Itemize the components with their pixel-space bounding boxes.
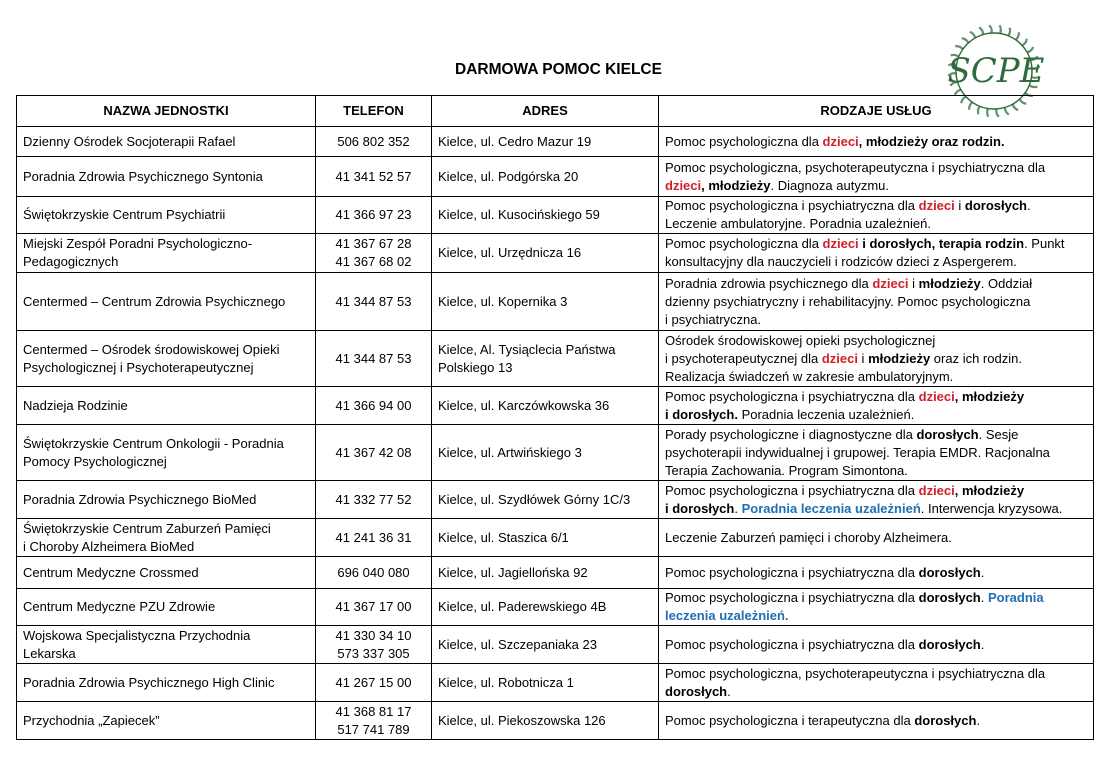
unit-name-line: Miejski Zespół Poradni Psychologiczno- xyxy=(23,236,253,251)
services-text: . xyxy=(1027,198,1031,213)
services-text: i dorosłych xyxy=(665,500,735,516)
table-row xyxy=(17,157,1094,197)
services-text: Terapia Zachowania. Program Simontona. xyxy=(665,462,908,478)
services-text: Poradnia leczenia uzależnień. xyxy=(737,406,915,422)
unit-phone xyxy=(316,157,432,197)
services-text: Pomoc psychologiczna i psychiatryczna dla xyxy=(665,482,919,498)
unit-name-line: Poradnia Zdrowia Psychicznego BioMed xyxy=(23,491,257,507)
unit-address-line: Kielce, ul. Urzędnicza 16 xyxy=(438,245,582,260)
unit-phone-line: 41 367 42 08 xyxy=(335,444,412,460)
services-text: i xyxy=(954,198,965,213)
unit-phone-line: 41 367 68 02 xyxy=(335,254,412,269)
services-line xyxy=(665,197,1087,215)
unit-name-line: i Choroby Alzheimera BioMed xyxy=(23,538,195,554)
header-name: NAZWA JEDNOSTKI xyxy=(17,96,316,127)
unit-phone-line: 696 040 080 xyxy=(337,564,410,580)
unit-phone-line: 506 802 352 xyxy=(337,133,410,149)
unit-name xyxy=(17,387,316,425)
services-text: Pomoc psychologiczna i terapeutyczna dla xyxy=(665,712,915,728)
services-text: . xyxy=(980,636,985,652)
unit-services xyxy=(659,197,1094,234)
services-line xyxy=(665,564,1087,582)
unit-phone xyxy=(316,589,432,626)
unit-phone-line: 41 366 97 23 xyxy=(335,207,412,222)
unit-phone-line: 41 332 77 52 xyxy=(335,491,412,507)
services-text: Porady psychologiczne i diagnostyczne dla xyxy=(665,426,917,442)
services-text: Pomoc psychologiczna i psychiatryczna dla xyxy=(665,590,919,605)
services-line xyxy=(665,589,1087,607)
services-text: dorosłych xyxy=(665,683,728,699)
unit-address-line: Kielce, ul. Podgórska 20 xyxy=(438,168,579,184)
unit-address xyxy=(432,557,659,589)
unit-address xyxy=(432,481,659,519)
unit-address xyxy=(432,234,659,273)
services-text: Leczenie ambulatoryjne. Poradnia uzależnień. xyxy=(665,216,931,231)
unit-name xyxy=(17,702,316,740)
unit-phone xyxy=(316,234,432,273)
unit-phone xyxy=(316,387,432,425)
unit-phone xyxy=(316,331,432,387)
unit-name xyxy=(17,626,316,664)
unit-services xyxy=(659,127,1094,157)
unit-name-line: Centrum Medyczne Crossmed xyxy=(23,564,199,580)
unit-name xyxy=(17,589,316,626)
services-line xyxy=(665,159,1087,177)
services-text: dorosłych xyxy=(916,426,979,442)
services-line xyxy=(665,500,1087,518)
table-row xyxy=(17,273,1094,331)
unit-name xyxy=(17,197,316,234)
services-line xyxy=(665,426,1087,444)
services-text: i psychiatryczna. xyxy=(665,311,762,327)
unit-phone-line: 41 344 87 53 xyxy=(335,293,412,309)
units-table xyxy=(16,95,1094,740)
services-text: . xyxy=(734,500,742,516)
services-line xyxy=(665,177,1087,195)
services-line xyxy=(665,683,1087,701)
unit-address xyxy=(432,157,659,197)
table-row xyxy=(17,519,1094,557)
unit-phone-line: 41 344 87 53 xyxy=(335,350,412,366)
services-text: i dorosłych, terapia rodzin xyxy=(858,236,1025,251)
services-text: Pomoc psychologiczna dla xyxy=(665,133,823,149)
services-text: . Interwencja kryzysowa. xyxy=(920,500,1063,516)
unit-phone xyxy=(316,197,432,234)
services-text: Pomoc psychologiczna i psychiatryczna dla xyxy=(665,198,919,213)
unit-name-line: Wojskowa Specjalistyczna Przychodnia xyxy=(23,627,251,643)
services-line xyxy=(665,482,1087,500)
table-row xyxy=(17,127,1094,157)
unit-name-line: Poradnia Zdrowia Psychicznego Syntonia xyxy=(23,168,263,184)
services-text: . xyxy=(980,590,988,605)
unit-address-line: Kielce, ul. Paderewskiego 4B xyxy=(438,599,607,614)
unit-phone xyxy=(316,425,432,481)
unit-address xyxy=(432,127,659,157)
services-line xyxy=(665,253,1087,271)
services-line xyxy=(665,293,1087,311)
services-text: Pomoc psychologiczna i psychiatryczna dla xyxy=(665,636,919,652)
services-line xyxy=(665,607,1087,625)
services-text: młodzieży xyxy=(918,275,981,291)
services-text: Leczenie Zaburzeń pamięci i choroby Alzheimera. xyxy=(665,529,952,545)
services-text: dzieci xyxy=(918,482,955,498)
unit-services xyxy=(659,331,1094,387)
services-line xyxy=(665,636,1087,654)
unit-name xyxy=(17,157,316,197)
services-line xyxy=(665,388,1087,406)
unit-name-line: Pedagogicznych xyxy=(23,254,119,269)
services-line xyxy=(665,368,1087,386)
services-text: psychoterapii indywidualnej i grupowej. Terapia EMDR. Racjonalna xyxy=(665,444,1050,460)
services-text: dorosłych xyxy=(918,564,981,580)
unit-address xyxy=(432,425,659,481)
unit-address xyxy=(432,664,659,702)
unit-address xyxy=(432,626,659,664)
unit-name xyxy=(17,425,316,481)
services-line xyxy=(665,275,1087,293)
unit-phone-line: 41 341 52 57 xyxy=(335,168,412,184)
unit-name xyxy=(17,664,316,702)
services-text: Poradnia xyxy=(987,590,1044,605)
unit-address-line: Kielce, ul. Szczepaniaka 23 xyxy=(438,636,597,652)
unit-address-line: Kielce, ul. Kusocińskiego 59 xyxy=(438,207,600,222)
services-text: Pomoc psychologiczna, psychoterapeutyczna i psychiatryczna dla xyxy=(665,665,1046,681)
unit-address-line: Kielce, ul. Karczówkowska 36 xyxy=(438,397,610,413)
services-text: młodzieży xyxy=(868,350,931,366)
services-text: dzieci xyxy=(821,350,858,366)
unit-phone-line: 41 366 94 00 xyxy=(335,397,412,413)
unit-phone-line: 517 741 789 xyxy=(337,721,410,737)
unit-name-line: Centermed – Centrum Zdrowia Psychicznego xyxy=(23,293,286,309)
unit-name-line: Dzienny Ośrodek Socjoterapii Rafael xyxy=(23,133,236,149)
unit-name xyxy=(17,273,316,331)
services-line xyxy=(665,529,1087,547)
services-text: i psychoterapeutycznej dla xyxy=(665,350,822,366)
services-line xyxy=(665,133,1087,151)
unit-services xyxy=(659,664,1094,702)
table-row xyxy=(17,626,1094,664)
unit-services xyxy=(659,481,1094,519)
services-text: , młodzieży xyxy=(954,482,1025,498)
unit-services xyxy=(659,234,1094,273)
services-line xyxy=(665,311,1087,329)
services-line xyxy=(665,215,1087,233)
unit-name-line: Świętokrzyskie Centrum Zaburzeń Pamięci xyxy=(23,520,271,536)
unit-name-line: Pomocy Psychologicznej xyxy=(23,453,167,469)
services-text: . xyxy=(727,683,731,699)
services-line xyxy=(665,665,1087,683)
header-address: ADRES xyxy=(432,96,659,127)
table-row xyxy=(17,557,1094,589)
unit-phone xyxy=(316,557,432,589)
services-text: i xyxy=(908,275,919,291)
unit-name-line: Centermed – Ośrodek środowiskowej Opieki xyxy=(23,341,280,357)
unit-phone-line: 573 337 305 xyxy=(337,645,410,661)
unit-address-line: Polskiego 13 xyxy=(438,359,513,375)
services-text: dzienny psychiatryczny i rehabilitacyjny. Pomoc psychologiczna xyxy=(665,293,1031,309)
table-row xyxy=(17,425,1094,481)
services-text: leczenia uzależnień. xyxy=(665,608,789,623)
services-text: . xyxy=(980,564,985,580)
unit-services xyxy=(659,557,1094,589)
unit-address xyxy=(432,589,659,626)
table-row xyxy=(17,664,1094,702)
unit-phone-line: 41 368 81 17 xyxy=(335,703,412,719)
unit-name-line: Przychodnia „Zapiecek” xyxy=(23,712,160,728)
services-text: . xyxy=(976,712,981,728)
unit-name-line: Poradnia Zdrowia Psychicznego High Clinic xyxy=(23,674,275,690)
services-text: , młodzieży oraz rodzin. xyxy=(858,133,1005,149)
services-line xyxy=(665,332,1087,350)
unit-address xyxy=(432,702,659,740)
unit-name-line: Lekarska xyxy=(23,645,76,661)
services-text: konsultacyjny dla nauczycieli i rodziców dzieci z Aspergerem. xyxy=(665,254,1017,269)
services-text: Poradnia zdrowia psychicznego dla xyxy=(665,275,873,291)
unit-name xyxy=(17,481,316,519)
unit-phone-line: 41 367 67 28 xyxy=(335,236,412,251)
logo-text: SCPE xyxy=(947,51,1045,91)
services-line xyxy=(665,350,1087,368)
unit-address-line: Kielce, ul. Robotnicza 1 xyxy=(438,674,574,690)
services-text: i dorosłych. xyxy=(665,406,738,422)
unit-phone-line: 41 330 34 10 xyxy=(335,627,412,643)
unit-address-line: Kielce, ul. Kopernika 3 xyxy=(438,293,568,309)
unit-services xyxy=(659,589,1094,626)
unit-name-line: Nadzieja Rodzinie xyxy=(23,397,128,413)
unit-services xyxy=(659,273,1094,331)
services-text: , młodzieży xyxy=(954,388,1025,404)
header-services: RODZAJE USŁUG xyxy=(659,96,1094,127)
unit-name-line: Psychologicznej i Psychoterapeutycznej xyxy=(23,359,254,375)
unit-services xyxy=(659,626,1094,664)
services-text: dorosłych xyxy=(914,712,977,728)
services-text: Poradnia leczenia uzależnień xyxy=(741,500,921,516)
services-line xyxy=(665,712,1087,730)
services-text: dzieci xyxy=(822,236,859,251)
services-text: . Punkt xyxy=(1024,236,1065,251)
unit-name xyxy=(17,519,316,557)
services-line xyxy=(665,462,1087,480)
unit-phone xyxy=(316,664,432,702)
services-text: dzieci xyxy=(872,275,909,291)
unit-name-line: Świętokrzyskie Centrum Onkologii - Poradnia xyxy=(23,435,284,451)
unit-phone xyxy=(316,519,432,557)
unit-phone-line: 41 267 15 00 xyxy=(335,674,412,690)
unit-services xyxy=(659,157,1094,197)
unit-phone xyxy=(316,626,432,664)
unit-name xyxy=(17,234,316,273)
services-text: Ośrodek środowiskowej opieki psychologicznej xyxy=(665,332,936,348)
services-line xyxy=(665,444,1087,462)
services-text: Pomoc psychologiczna, psychoterapeutyczna i psychiatryczna dla xyxy=(665,159,1046,175)
unit-name-line: Świętokrzyskie Centrum Psychiatrii xyxy=(23,207,226,222)
services-line xyxy=(665,235,1087,253)
services-text: Realizacja świadczeń w zakresie ambulatoryjnym. xyxy=(665,368,954,384)
services-text: Pomoc psychologiczna i psychiatryczna dla xyxy=(665,388,919,404)
services-text: dzieci xyxy=(665,177,702,193)
unit-address-line: Kielce, ul. Artwińskiego 3 xyxy=(438,444,582,460)
table-row xyxy=(17,589,1094,626)
unit-phone xyxy=(316,481,432,519)
unit-services xyxy=(659,425,1094,481)
table-row xyxy=(17,702,1094,740)
services-text: . Diagnoza autyzmu. xyxy=(770,177,889,193)
unit-phone xyxy=(316,273,432,331)
services-text: i xyxy=(857,350,869,366)
header-phone: TELEFON xyxy=(316,96,432,127)
services-text: dorosłych xyxy=(918,636,981,652)
unit-address xyxy=(432,197,659,234)
unit-phone xyxy=(316,702,432,740)
unit-name-line: Centrum Medyczne PZU Zdrowie xyxy=(23,599,216,614)
unit-address-line: Kielce, ul. Staszica 6/1 xyxy=(438,529,569,545)
unit-phone-line: 41 367 17 00 xyxy=(335,599,412,614)
unit-name xyxy=(17,331,316,387)
unit-address-line: Kielce, ul. Cedro Mazur 19 xyxy=(438,133,592,149)
unit-address-line: Kielce, Al. Tysiąclecia Państwa xyxy=(438,341,616,357)
unit-services xyxy=(659,702,1094,740)
unit-address-line: Kielce, ul. Jagiellońska 92 xyxy=(438,564,588,580)
services-text: Pomoc psychologiczna i psychiatryczna dla xyxy=(665,564,919,580)
services-text: dzieci xyxy=(918,198,955,213)
services-text: dorosłych xyxy=(964,198,1027,213)
unit-address-line: Kielce, ul. Piekoszowska 126 xyxy=(438,712,606,728)
unit-address xyxy=(432,273,659,331)
services-text: Pomoc psychologiczna dla xyxy=(665,236,823,251)
services-text: . Sesje xyxy=(978,426,1019,442)
services-line xyxy=(665,406,1087,424)
unit-name xyxy=(17,127,316,157)
unit-phone-line: 41 241 36 31 xyxy=(335,529,412,545)
services-text: . Oddział xyxy=(980,275,1033,291)
services-text: dzieci xyxy=(822,133,859,149)
unit-address xyxy=(432,387,659,425)
table-row xyxy=(17,197,1094,234)
unit-services xyxy=(659,387,1094,425)
table-header-row xyxy=(17,96,1094,127)
services-text: oraz ich rodzin. xyxy=(930,350,1022,366)
table-row xyxy=(17,331,1094,387)
unit-address-line: Kielce, ul. Szydłówek Górny 1C/3 xyxy=(438,491,631,507)
page-title: DARMOWA POMOC KIELCE xyxy=(455,61,662,78)
unit-phone xyxy=(316,127,432,157)
table-row xyxy=(17,387,1094,425)
services-text: dorosłych xyxy=(918,590,981,605)
table-row xyxy=(17,481,1094,519)
services-text: , młodzieży xyxy=(701,177,771,193)
unit-name xyxy=(17,557,316,589)
table-row xyxy=(17,234,1094,273)
unit-address xyxy=(432,519,659,557)
unit-services xyxy=(659,519,1094,557)
unit-address xyxy=(432,331,659,387)
services-text: dzieci xyxy=(918,388,955,404)
